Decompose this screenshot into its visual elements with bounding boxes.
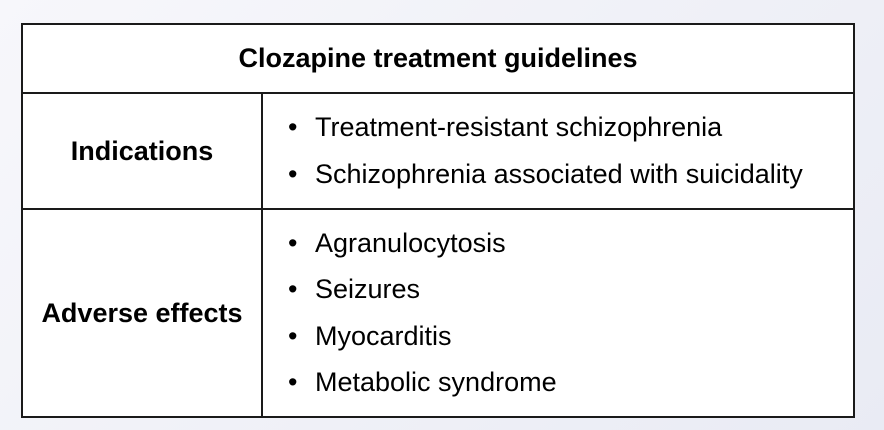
list-item-text: Seizures	[315, 274, 421, 305]
list-item-text: Metabolic syndrome	[315, 367, 557, 398]
list-item-text: Schizophrenia associated with suicidality	[315, 158, 803, 189]
list-item	[288, 313, 853, 360]
bullet-icon: •	[288, 158, 298, 189]
indications-list	[263, 94, 853, 208]
list-item	[288, 151, 853, 198]
list-item-text: Myocarditis	[315, 320, 452, 351]
list-item-text: Agranulocytosis	[315, 227, 506, 258]
clozapine-guidelines-table	[21, 23, 855, 418]
list-item-text: Treatment-resistant schizophrenia	[315, 112, 723, 143]
bullet-icon: •	[288, 112, 298, 143]
list-item	[288, 220, 853, 267]
row-label-indications: Indications	[23, 94, 263, 208]
bullet-icon: •	[288, 320, 298, 351]
bullet-icon: •	[288, 367, 298, 398]
bullet-icon: •	[288, 227, 298, 258]
list-item	[288, 360, 853, 407]
list-item	[288, 105, 853, 152]
adverse-effects-list	[263, 210, 853, 416]
table-row-indications	[23, 94, 853, 210]
table-title: Clozapine treatment guidelines	[23, 25, 853, 94]
table-row-adverse-effects	[23, 210, 853, 416]
list-item	[288, 267, 853, 314]
bullet-icon: •	[288, 274, 298, 305]
row-label-adverse-effects: Adverse effects	[23, 210, 263, 416]
